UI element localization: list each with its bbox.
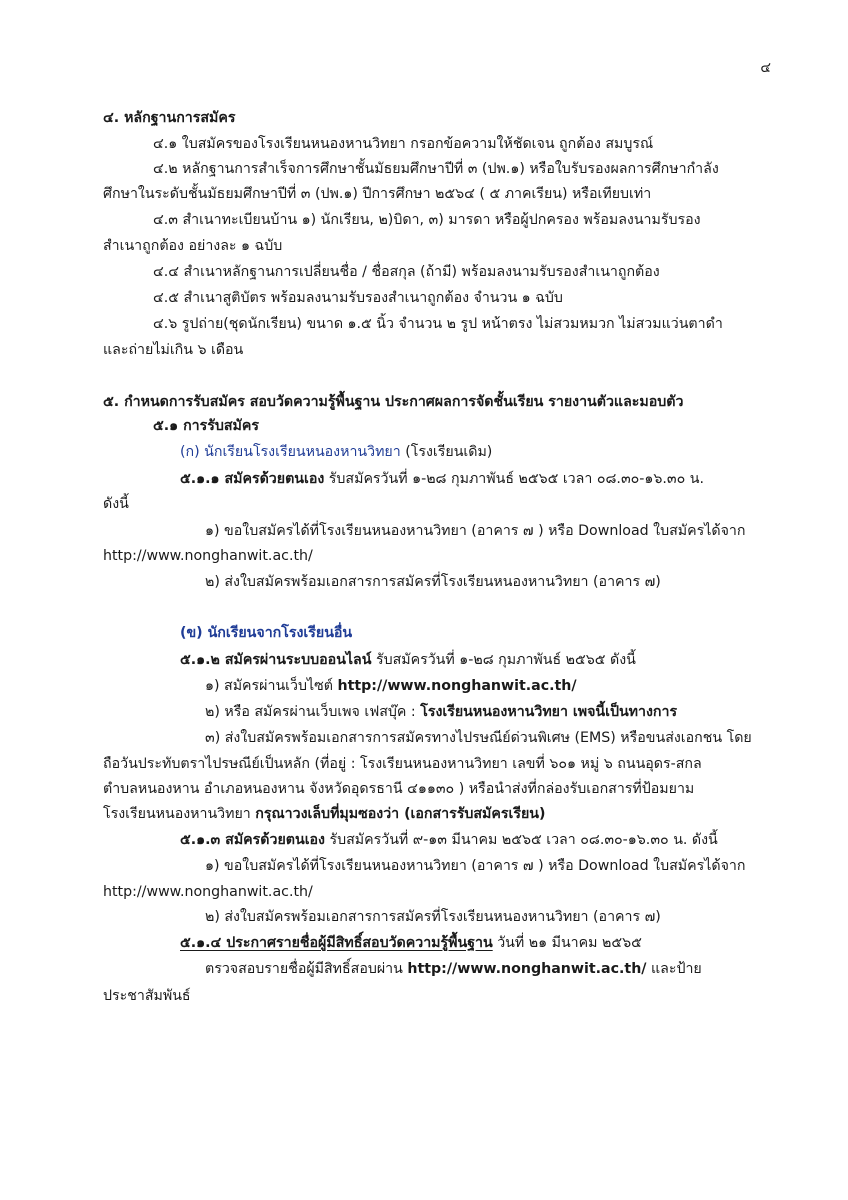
item-5-1-4-check-line1 [205,959,702,979]
item-4-1: ๔.๑ ใบสมัครของโรงเรียนหนองหานวิทยา กรอกข้อความให้ชัดเจน ถูกต้อง สมบูรณ์ [153,136,654,152]
group-ka-heading [180,442,492,462]
group-kho-heading: (ข) นักเรียนจากโรงเรียนอื่น [180,625,353,641]
item-5-1-4 [180,933,642,953]
item-4-2-line2: ศึกษาในระดับชั้นมัธยมศึกษาปีที่ ๓ (ปพ.๑) ปีการศึกษา ๒๕๖๔ ( ๕ ภาคเรียน) หรือเทียบเท่า [103,186,652,202]
item-5-1-2-step2 [205,702,677,722]
item-5-1-3-step1-url: http://www.nonghanwit.ac.th/ [103,884,313,900]
item-5-1-1-detail: รับสมัครวันที่ ๑-๒๘ กุมภาพันธ์ ๒๕๖๕ เวลา ๐๘.๓๐-๑๖.๓๐ น. [324,471,705,487]
item-4-3-line2: สำเนาถูกต้อง อย่างละ ๑ ฉบับ [103,238,283,254]
item-5-1-1-step2: ๒) ส่งใบสมัครพร้อมเอกสารการสมัครที่โรงเรียนหนองหานวิทยา (อาคาร ๗) [205,574,661,590]
results-website-link[interactable]: http://www.nonghanwit.ac.th/ [407,961,647,977]
item-5-1-2-step3-line1: ๓) ส่งใบสมัครพร้อมเอกสารการสมัครทางไปรษณีย์ด่วนพิเศษ (EMS) หรือขนส่งเอกชน โดย [205,730,752,746]
facebook-page-name: โรงเรียนหนองหานวิทยา เพจนี้เป็นทางการ [420,704,678,720]
item-5-1-2-detail: รับสมัครวันที่ ๑-๒๘ กุมภาพันธ์ ๒๕๖๕ ดังนี้ [371,652,636,668]
group-ka-label: (ก) นักเรียนโรงเรียนหนองหานวิทยา [180,444,401,460]
item-5-1-2-step3-line2: ถือวันประทับตราไปรษณีย์เป็นหลัก (ที่อยู่ : โรงเรียนหนองหานวิทยา เลขที่ ๖๐๑ หมู่ ๖ ถนนอุดร-สกล [103,756,702,772]
subsection-5-1-heading: ๕.๑ การรับสมัคร [153,418,259,434]
item-5-1-3 [180,830,718,850]
group-ka-note: (โรงเรียนเดิม) [400,444,493,460]
item-5-1-3-detail: รับสมัครวันที่ ๙-๑๓ มีนาคม ๒๕๖๕ เวลา ๐๘.๓๐-๑๖.๓๐ น. ดังนี้ [325,832,718,848]
section-5-heading: ๕. กำหนดการรับสมัคร สอบวัดความรู้พื้นฐาน ประกาศผลการจัดชั้นเรียน รายงานตัวและมอบตัว [103,394,684,410]
item-5-1-2-step2-text: ๒) หรือ สมัครผ่านเว็บเพจ เฟสบุ๊ค : [205,704,421,720]
item-4-2-line1: ๔.๒ หลักฐานการสำเร็จการศึกษาชั้นมัธยมศึกษาปีที่ ๓ (ปพ.๑) หรือใบรับรองผลการศึกษากำลัง [153,161,719,177]
item-5-1-2-step1 [205,676,577,696]
item-4-4: ๔.๔ สำเนาหลักฐานการเปลี่ยนชื่อ / ชื่อสกุล (ถ้ามี) พร้อมลงนามรับรองสำเนาถูกต้อง [153,264,660,280]
item-5-1-4-check-suffix: และป้าย [646,961,702,977]
item-4-5: ๔.๕ สำเนาสูติบัตร พร้อมลงนามรับรองสำเนาถูกต้อง จำนวน ๑ ฉบับ [153,290,563,306]
item-5-1-2 [180,650,636,670]
item-5-1-2-step3-line4 [103,804,545,824]
item-5-1-4-title: ๕.๑.๔ ประกาศรายชื่อผู้มีสิทธิ์สอบวัดความรู้พื้นฐาน [180,935,493,951]
item-5-1-2-step1-text: ๑) สมัครผ่านเว็บไซต์ [205,678,338,694]
item-5-1-3-title: ๕.๑.๓ สมัครด้วยตนเอง [180,832,325,848]
envelope-note: กรุณาวงเล็บที่มุมซองว่า (เอกสารรับสมัครเรียน) [255,806,546,822]
item-5-1-1-title: ๕.๑.๑ สมัครด้วยตนเอง [180,471,325,487]
item-5-1-1 [180,469,704,489]
section-4-heading: ๔. หลักฐานการสมัคร [103,110,236,126]
page-number: ๔ [760,60,771,76]
item-5-1-4-check-text: ตรวจสอบรายชื่อผู้มีสิทธิ์สอบผ่าน [205,961,408,977]
item-5-1-1-step1-url: http://www.nonghanwit.ac.th/ [103,548,313,564]
item-5-1-2-step3-line4-text: โรงเรียนหนองหานวิทยา [103,806,256,822]
item-5-1-1-step1-line1: ๑) ขอใบสมัครได้ที่โรงเรียนหนองหานวิทยา (อาคาร ๗ ) หรือ Download ใบสมัครได้จาก [205,523,746,539]
item-5-1-3-step1-line1: ๑) ขอใบสมัครได้ที่โรงเรียนหนองหานวิทยา (อาคาร ๗ ) หรือ Download ใบสมัครได้จาก [205,858,746,874]
item-4-6-line2: และถ่ายไม่เกิน ๖ เดือน [103,342,244,358]
item-5-1-4-detail: วันที่ ๒๑ มีนาคม ๒๕๖๕ [492,935,642,951]
item-4-6-line1: ๔.๖ รูปถ่าย(ชุดนักเรียน) ขนาด ๑.๕ นิ้ว จำนวน ๒ รูป หน้าตรง ไม่สวมหมวก ไม่สวมแว่นตาดำ [153,316,723,332]
item-5-1-2-step3-line3: ตำบลหนองหาน อำเภอหนองหาน จังหวัดอุดรธานี ๔๑๑๓๐ ) หรือนำส่งที่กล่องรับเอกสารที่ป้อมยาม [103,781,695,797]
item-5-1-1-continued: ดังนี้ [103,496,129,512]
item-5-1-3-step2: ๒) ส่งใบสมัครพร้อมเอกสารการสมัครที่โรงเรียนหนองหานวิทยา (อาคาร ๗) [205,909,661,925]
website-link[interactable]: http://www.nonghanwit.ac.th/ [337,678,577,694]
item-4-3-line1: ๔.๓ สำเนาทะเบียนบ้าน ๑) นักเรียน, ๒)บิดา, ๓) มารดา หรือผู้ปกครอง พร้อมลงนามรับรอง [153,212,701,228]
item-5-1-2-title: ๕.๑.๒ สมัครผ่านระบบออนไลน์ [180,652,372,668]
item-5-1-4-check-line2: ประชาสัมพันธ์ [103,988,191,1004]
